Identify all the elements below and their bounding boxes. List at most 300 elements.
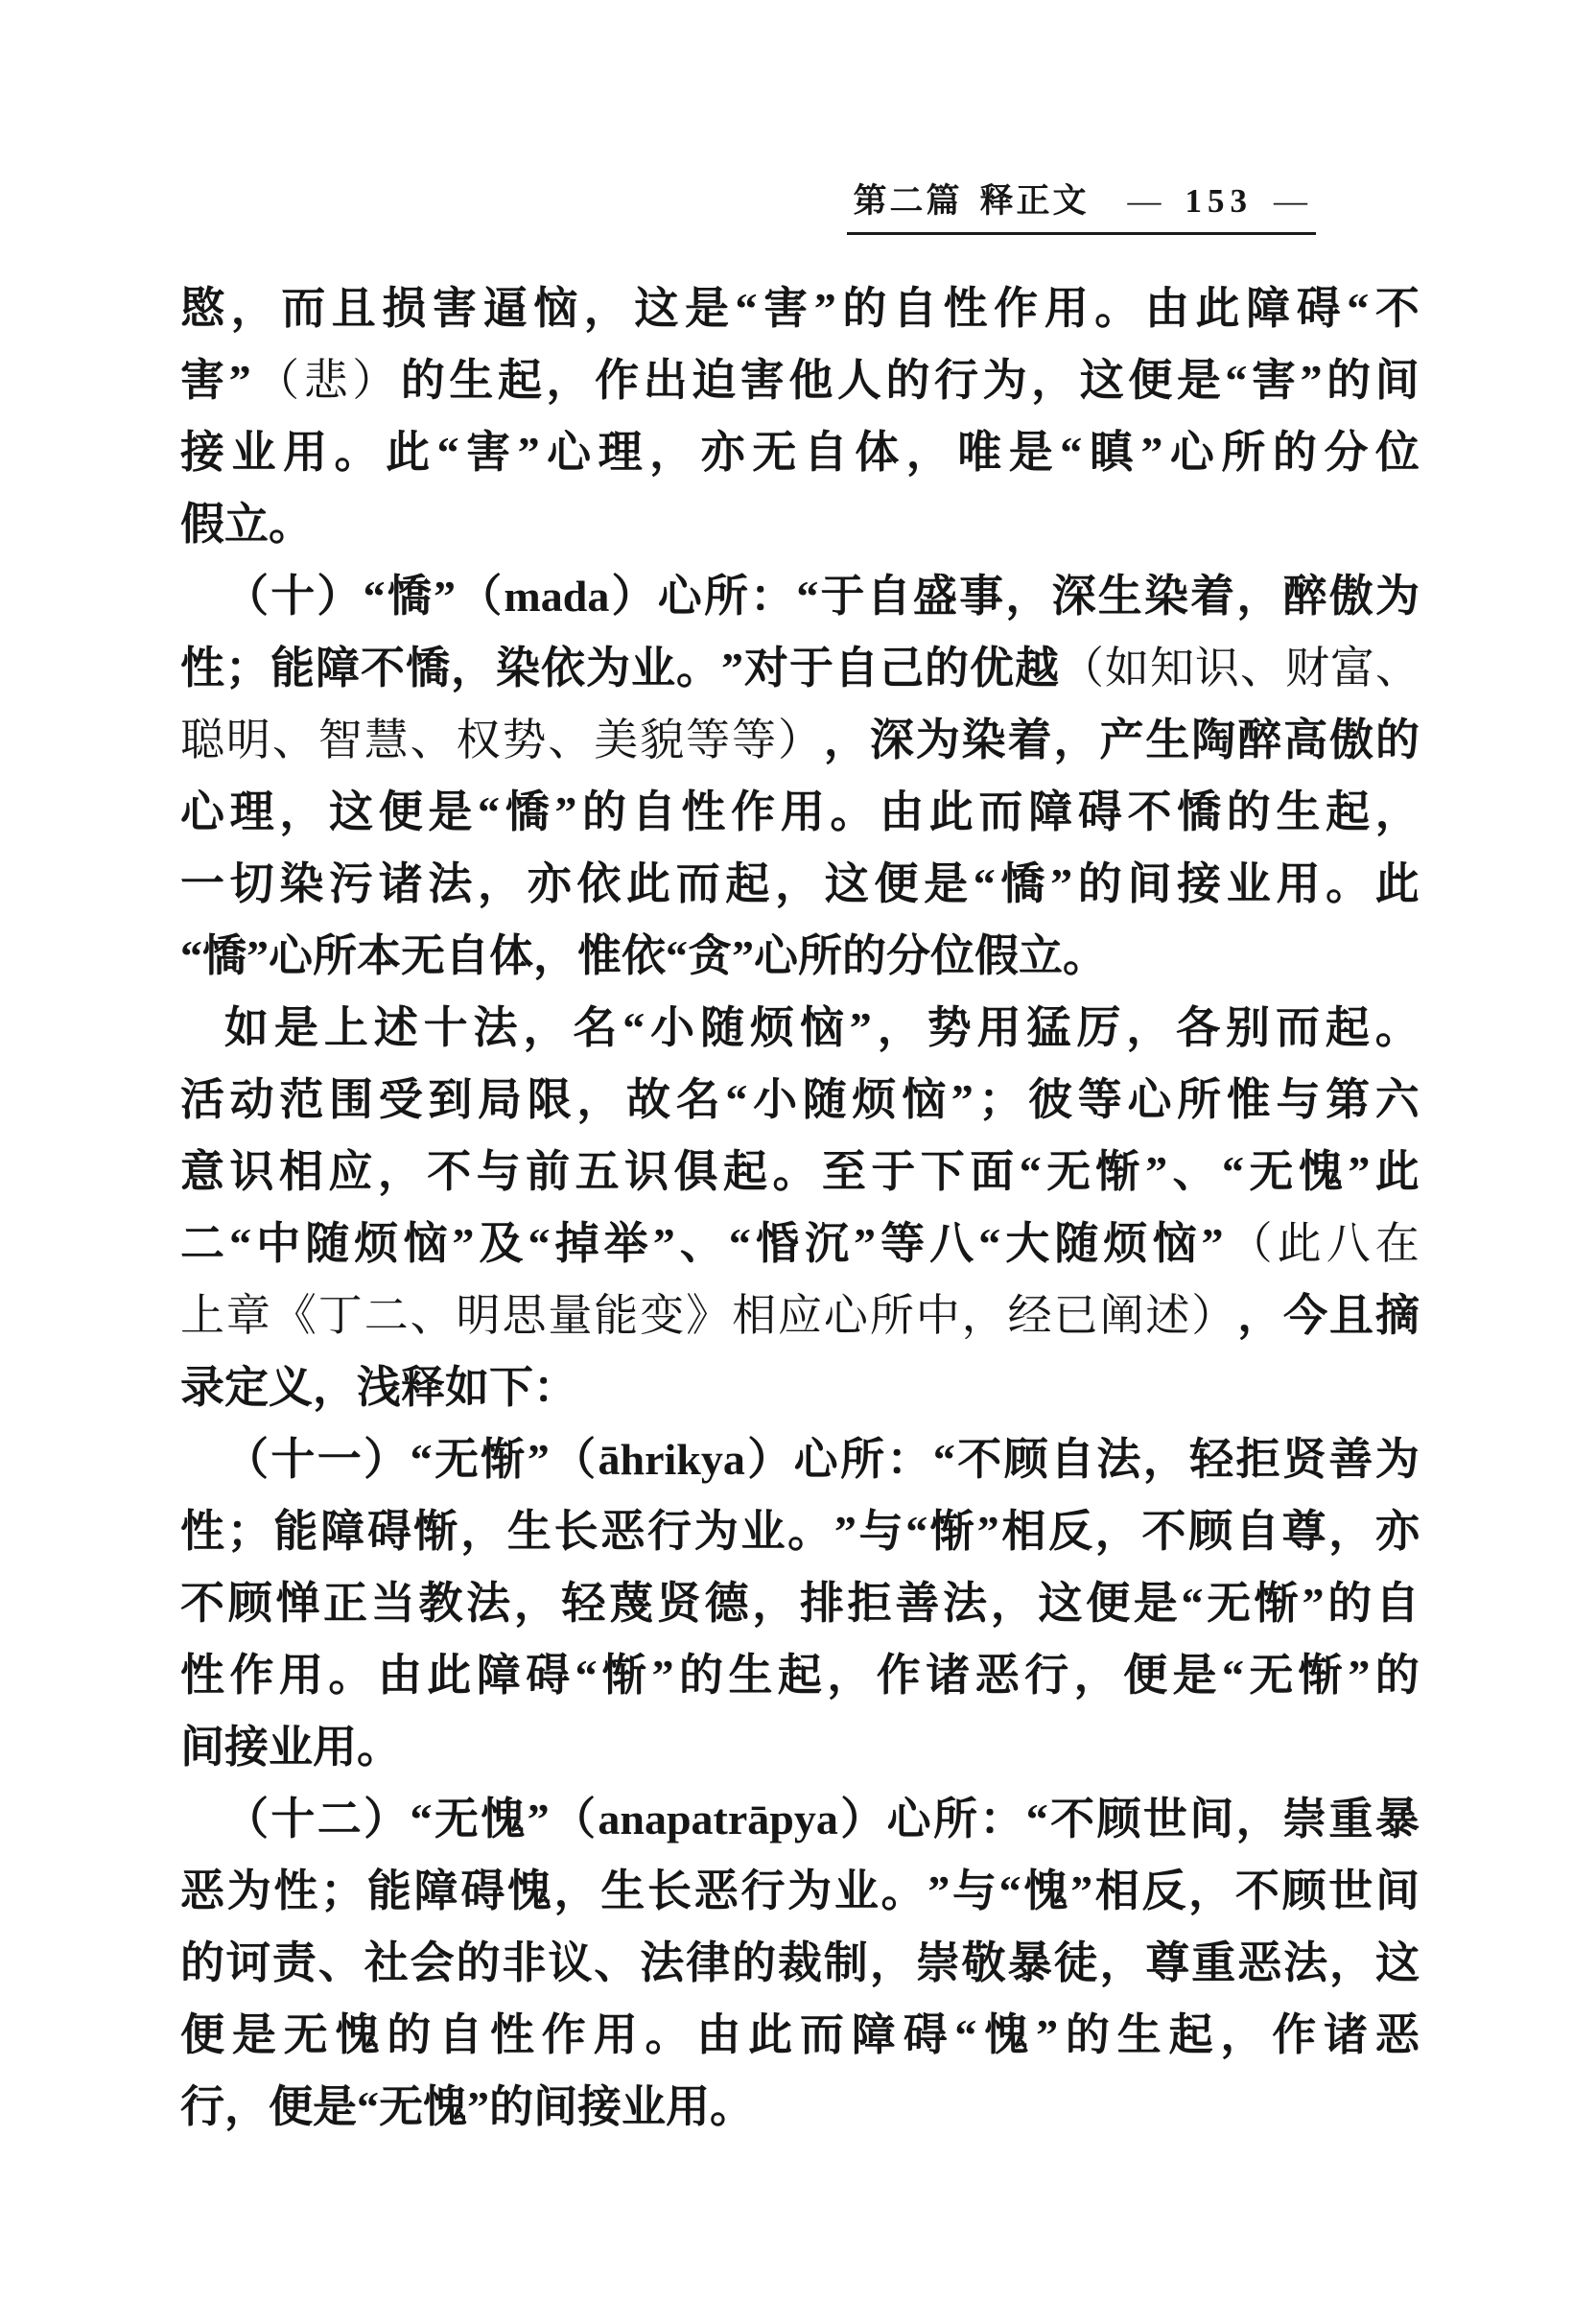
body-char: ） bbox=[364, 1795, 409, 1843]
body-char: 的 bbox=[489, 2082, 533, 2131]
body-char: 用 bbox=[666, 2082, 710, 2131]
body-char: 大 bbox=[1005, 1219, 1050, 1268]
body-char: 恼 bbox=[902, 1075, 947, 1124]
kai-annotation-char: 中 bbox=[915, 1291, 960, 1340]
body-char: 拒 bbox=[1235, 1435, 1280, 1484]
body-char: 无 bbox=[434, 1435, 479, 1484]
body-char: 。 bbox=[830, 787, 875, 836]
body-char: ， bbox=[583, 284, 628, 333]
body-char: ， bbox=[1188, 1867, 1233, 1915]
body-char: 接 bbox=[224, 1723, 269, 1772]
text-line bbox=[180, 992, 1420, 1064]
body-char: 用 bbox=[780, 787, 825, 836]
body-char: 惭 bbox=[1095, 1147, 1140, 1196]
body-char: 作 bbox=[876, 1651, 921, 1700]
body-char: 轻 bbox=[1189, 1435, 1234, 1484]
kai-annotation-char: 》 bbox=[686, 1291, 731, 1340]
body-char: 而 bbox=[978, 787, 1023, 836]
body-char: 生 bbox=[449, 356, 494, 405]
body-char: 的 bbox=[678, 1651, 723, 1700]
body-char: 且 bbox=[331, 284, 376, 333]
body-char: 。 bbox=[772, 1147, 817, 1196]
body-char: ” bbox=[854, 1219, 876, 1268]
body-char: 反 bbox=[1141, 1867, 1186, 1915]
body-char: ， bbox=[478, 859, 523, 908]
body-char: 分 bbox=[886, 931, 930, 980]
body-char: 是 bbox=[1008, 428, 1053, 477]
body-char: 越 bbox=[1015, 644, 1059, 693]
body-char: 出 bbox=[643, 356, 688, 405]
body-char: 恼 bbox=[403, 1219, 448, 1268]
body-char: “ bbox=[1025, 1795, 1048, 1843]
body-char: 愧 bbox=[335, 2010, 380, 2059]
body-char: 用 bbox=[278, 1651, 323, 1700]
kai-annotation-char: 、 bbox=[548, 716, 593, 764]
body-char: 所 bbox=[703, 572, 748, 621]
body-char: 、 bbox=[679, 1219, 724, 1268]
body-char: 本 bbox=[357, 931, 401, 980]
body-char: 与 bbox=[476, 1147, 521, 1196]
body-char: 的 bbox=[400, 356, 445, 405]
body-char: 用 bbox=[313, 1723, 357, 1772]
body-char: （ bbox=[224, 572, 269, 621]
body-char: 举 bbox=[603, 1219, 648, 1268]
body-char: 性 bbox=[273, 1867, 318, 1915]
body-char: ” bbox=[813, 284, 836, 333]
body-char: 相 bbox=[278, 1147, 323, 1196]
body-char: ” bbox=[721, 644, 743, 693]
body-char: 障 bbox=[413, 1867, 458, 1915]
body-char: 法 bbox=[1096, 1435, 1141, 1484]
kai-annotation-char: 述 bbox=[1145, 1291, 1190, 1340]
body-char: 一 bbox=[317, 1435, 362, 1484]
running-head-page bbox=[1128, 182, 1311, 221]
body-char: 述 bbox=[373, 1003, 418, 1052]
body-char: 蔑 bbox=[609, 1579, 654, 1628]
body-char: 惟 bbox=[1226, 1075, 1271, 1124]
body-char: 体 bbox=[855, 428, 900, 477]
body-char: 不 bbox=[1127, 787, 1172, 836]
body-char: 亦 bbox=[527, 859, 572, 908]
text-line bbox=[180, 1423, 1420, 1495]
body-char: 今 bbox=[1283, 1291, 1328, 1340]
body-char: ， bbox=[523, 1003, 568, 1052]
body-char: 无 bbox=[1249, 1651, 1294, 1700]
body-char: ， bbox=[377, 1147, 422, 1196]
body-char: 间 bbox=[1127, 859, 1172, 908]
body-char: 是 bbox=[924, 859, 969, 908]
body-char: 逼 bbox=[482, 284, 528, 333]
body-char: 法 bbox=[428, 859, 473, 908]
body-char: 无 bbox=[752, 428, 797, 477]
body-char: 的 bbox=[1065, 2010, 1110, 2059]
kai-annotation-char: 聪 bbox=[180, 716, 224, 764]
body-char: 起 bbox=[1325, 1003, 1370, 1052]
body-char: 自 bbox=[834, 644, 879, 693]
body-char: 。 bbox=[328, 1651, 373, 1700]
body-char: 便 bbox=[874, 859, 919, 908]
text-line bbox=[180, 920, 1420, 992]
kai-annotation-char: 权 bbox=[456, 716, 501, 764]
kai-annotation-char: 应 bbox=[777, 1291, 822, 1340]
body-char: 法 bbox=[640, 1938, 685, 1987]
body-char: 顾 bbox=[1188, 1507, 1233, 1556]
body-char: 这 bbox=[634, 284, 679, 333]
body-char: 性 bbox=[489, 2010, 534, 2059]
body-char: 深 bbox=[869, 716, 914, 764]
body-char: ； bbox=[226, 1507, 271, 1556]
body-char: 由 bbox=[377, 1651, 422, 1700]
body-char: 害 bbox=[180, 356, 224, 405]
body-char: 善 bbox=[895, 1579, 940, 1628]
body-char: 此 bbox=[427, 1651, 472, 1700]
body-char: 至 bbox=[821, 1147, 866, 1196]
body-char: 这 bbox=[824, 859, 869, 908]
kai-annotation-char: 明 bbox=[456, 1291, 501, 1340]
body-char: 、 bbox=[594, 1938, 639, 1987]
body-char: 。 bbox=[334, 428, 379, 477]
body-char: 尊 bbox=[1145, 1938, 1190, 1987]
body-char: 这 bbox=[329, 787, 374, 836]
body-char: anapatrāpya bbox=[598, 1795, 838, 1843]
body-char: 恶 bbox=[974, 1651, 1020, 1700]
body-char: 业 bbox=[622, 2082, 666, 2131]
body-char: “ bbox=[410, 1435, 433, 1484]
body-char: 用 bbox=[283, 428, 328, 477]
body-char: 自 bbox=[1050, 1435, 1095, 1484]
kai-annotation-char: 识 bbox=[1195, 644, 1239, 693]
body-char: 起 bbox=[497, 356, 542, 405]
body-char: 起 bbox=[1168, 2010, 1213, 2059]
body-char: “ bbox=[622, 1003, 645, 1052]
body-char: ， bbox=[775, 859, 820, 908]
body-char: 敬 bbox=[961, 1938, 1006, 1987]
body-char: 、 bbox=[1172, 1147, 1217, 1196]
text-line bbox=[180, 1064, 1420, 1136]
body-char: ， bbox=[877, 1003, 922, 1052]
body-char: 范 bbox=[279, 1075, 324, 1124]
body-char: 随 bbox=[802, 1075, 847, 1124]
body-char: “ bbox=[410, 1795, 433, 1843]
body-char: 与 bbox=[858, 1507, 904, 1556]
body-char: ： bbox=[979, 1795, 1024, 1843]
body-char: 性 bbox=[943, 284, 988, 333]
body-char: 便 bbox=[1128, 356, 1173, 405]
kai-annotation-char: 、 bbox=[1240, 644, 1284, 693]
body-char: 着 bbox=[1190, 572, 1235, 621]
body-char: 心 bbox=[754, 931, 798, 980]
page-number-dash-left: — bbox=[1127, 182, 1164, 220]
body-char: 的 bbox=[180, 1938, 224, 1987]
body-char: 为 bbox=[226, 1867, 271, 1915]
body-char: 、 bbox=[317, 1938, 363, 1987]
body-char: ” bbox=[517, 428, 540, 477]
body-char: 生 bbox=[1097, 572, 1142, 621]
body-char: 依 bbox=[622, 931, 666, 980]
body-char: 自 bbox=[1374, 1579, 1420, 1628]
kai-annotation-char: 已 bbox=[1053, 1291, 1098, 1340]
body-char: 障 bbox=[320, 1507, 365, 1556]
body-char: ， bbox=[1094, 1507, 1139, 1556]
body-char: 这 bbox=[1079, 356, 1124, 405]
body-char: 憍 bbox=[505, 787, 550, 836]
body-char: “ bbox=[357, 2082, 379, 2131]
body-char: 醉 bbox=[1282, 572, 1327, 621]
body-char: ， bbox=[1073, 1651, 1118, 1700]
body-char: 六 bbox=[1374, 1075, 1420, 1124]
body-char: 生 bbox=[1145, 716, 1190, 764]
body-char: “ bbox=[180, 931, 202, 980]
body-char: 顾 bbox=[1281, 1867, 1326, 1915]
body-char: 无 bbox=[401, 931, 445, 980]
body-char: （ bbox=[224, 1795, 269, 1843]
body-char: 是 bbox=[1133, 1579, 1178, 1628]
body-char: ， bbox=[1220, 2010, 1265, 2059]
body-char: 害 bbox=[432, 284, 477, 333]
body-char: 生 bbox=[600, 1867, 645, 1915]
body-char: 。 bbox=[1326, 859, 1371, 908]
body-char: 释 bbox=[401, 1363, 445, 1412]
body-char: ， bbox=[1099, 1938, 1144, 1987]
body-char: 是 bbox=[1176, 356, 1221, 405]
kai-annotation-char: 上 bbox=[180, 1291, 224, 1340]
kai-annotation-char: ， bbox=[961, 1291, 1006, 1340]
body-char: 烦 bbox=[1103, 1219, 1148, 1268]
body-char: 随 bbox=[700, 1003, 745, 1052]
kai-annotation-char: 、 bbox=[271, 716, 317, 764]
body-char: 生 bbox=[1276, 787, 1321, 836]
body-char: 恶 bbox=[600, 1507, 645, 1556]
body-char: ； bbox=[978, 1075, 1023, 1124]
body-char: ” bbox=[651, 1651, 674, 1700]
body-char: 重 bbox=[1328, 1795, 1373, 1843]
body-char: ， bbox=[649, 428, 694, 477]
body-char: 而 bbox=[281, 284, 326, 333]
body-char: ： bbox=[886, 1435, 931, 1484]
body-char: 诸 bbox=[926, 1651, 971, 1700]
page-number: 153 bbox=[1185, 182, 1253, 220]
body-char: 面 bbox=[970, 1147, 1015, 1196]
body-char: 行 bbox=[647, 1507, 692, 1556]
body-char: 二 bbox=[180, 1219, 224, 1268]
body-char: 的 bbox=[1327, 1579, 1373, 1628]
body-char: 不 bbox=[1141, 1507, 1186, 1556]
body-char: 碍 bbox=[460, 1867, 505, 1915]
body-char: 的 bbox=[1226, 787, 1271, 836]
body-char: 的 bbox=[1374, 1651, 1420, 1700]
kai-annotation-char: 悲 bbox=[303, 356, 348, 405]
body-char: “ bbox=[528, 1219, 551, 1268]
body-char: 自 bbox=[892, 284, 937, 333]
body-char: 浅 bbox=[357, 1363, 401, 1412]
body-char: 诃 bbox=[225, 1938, 270, 1987]
body-char: ， bbox=[990, 1579, 1035, 1628]
body-char: 此 bbox=[748, 2010, 793, 2059]
body-char: “ bbox=[1060, 428, 1083, 477]
body-char: 高 bbox=[1283, 716, 1328, 764]
body-char: 。 bbox=[710, 2082, 754, 2131]
body-char: 接 bbox=[1177, 859, 1222, 908]
body-char: 局 bbox=[478, 1075, 523, 1124]
body-char: 无 bbox=[1046, 1147, 1091, 1196]
body-char: ， bbox=[1236, 572, 1281, 621]
kai-annotation-char: 财 bbox=[1285, 644, 1329, 693]
text-line bbox=[180, 1711, 1420, 1783]
body-char: 识 bbox=[624, 1147, 669, 1196]
body-char: 作 bbox=[541, 2010, 586, 2059]
kai-annotation-char: 貌 bbox=[640, 716, 685, 764]
body-char: 所 bbox=[1221, 428, 1266, 477]
body-char: ， bbox=[460, 1507, 505, 1556]
body-char: 惭 bbox=[1254, 1579, 1299, 1628]
body-char: 害 bbox=[466, 428, 511, 477]
body-char: “ bbox=[954, 2010, 977, 2059]
body-char: 顾 bbox=[1096, 1795, 1141, 1843]
body-char: ， bbox=[513, 1579, 558, 1628]
body-char: 无 bbox=[1249, 1147, 1294, 1196]
text-line bbox=[180, 1208, 1420, 1280]
body-char: 对 bbox=[744, 644, 788, 693]
body-char: ， bbox=[1053, 716, 1098, 764]
body-char: 瞋 bbox=[1089, 428, 1134, 477]
body-char: 为 bbox=[1374, 1435, 1420, 1484]
body-char: 世 bbox=[1328, 1867, 1373, 1915]
body-char: 应 bbox=[328, 1147, 373, 1196]
body-char: 下 bbox=[920, 1147, 965, 1196]
body-char: 的 bbox=[885, 356, 930, 405]
body-char: ” bbox=[833, 1507, 857, 1556]
body-char: “ bbox=[363, 572, 386, 621]
body-char: 与 bbox=[1276, 1075, 1321, 1124]
body-char: 随 bbox=[1054, 1219, 1099, 1268]
body-char: 暴 bbox=[1007, 1938, 1052, 1987]
body-char: 性 bbox=[180, 644, 224, 693]
body-char: 业 bbox=[269, 1723, 313, 1772]
text-line bbox=[180, 1495, 1420, 1567]
body-char: 是 bbox=[273, 1003, 318, 1052]
body-char: ” bbox=[1145, 1147, 1168, 1196]
body-char: 生 bbox=[506, 1507, 552, 1556]
body-char: ” bbox=[1140, 428, 1163, 477]
body-char: 依 bbox=[541, 644, 585, 693]
text-line bbox=[180, 488, 1420, 560]
body-char: 障 bbox=[316, 644, 360, 693]
body-char: ， bbox=[553, 1867, 598, 1915]
body-char: ， bbox=[869, 1938, 914, 1987]
body-char: 惭 bbox=[602, 1651, 647, 1700]
body-char: 相 bbox=[1001, 1507, 1046, 1556]
body-char: “ bbox=[978, 1219, 1001, 1268]
body-char: 动 bbox=[229, 1075, 274, 1124]
body-char: 憍 bbox=[1000, 859, 1045, 908]
body-char: 自 bbox=[803, 428, 848, 477]
body-char: 于 bbox=[789, 644, 833, 693]
body-char: 的 bbox=[1374, 716, 1420, 764]
body-char: 识 bbox=[229, 1147, 274, 1196]
body-char: 能 bbox=[270, 644, 315, 693]
body-char: 是 bbox=[313, 2082, 357, 2131]
body-char: ” bbox=[1201, 1219, 1224, 1268]
body-char: 不 bbox=[427, 1147, 472, 1196]
body-char: 用 bbox=[1044, 284, 1089, 333]
body-char: ， bbox=[1237, 1291, 1282, 1340]
body-char: 便 bbox=[378, 787, 423, 836]
kai-annotation-char: 变 bbox=[640, 1291, 685, 1340]
body-char: 烦 bbox=[852, 1075, 897, 1124]
body-char: 恼 bbox=[799, 1003, 844, 1052]
body-char: “ bbox=[436, 428, 459, 477]
body-char: ： bbox=[533, 1363, 577, 1412]
body-char: ， bbox=[533, 931, 577, 980]
body-char: 诸 bbox=[1324, 2010, 1369, 2059]
body-char: 十 bbox=[270, 1795, 316, 1843]
body-char: 由 bbox=[696, 2010, 741, 2059]
body-text bbox=[180, 272, 1420, 2143]
body-char: 立 bbox=[1019, 931, 1063, 980]
body-char: 别 bbox=[1226, 1003, 1271, 1052]
body-char: 中 bbox=[256, 1219, 301, 1268]
body-char: 便 bbox=[269, 2082, 313, 2131]
body-char: 责 bbox=[271, 1938, 317, 1987]
body-char: 不 bbox=[1234, 1867, 1279, 1915]
body-char: ” bbox=[927, 1867, 951, 1915]
body-char: 录 bbox=[180, 1363, 224, 1412]
body-char: ， bbox=[313, 1363, 357, 1412]
body-char: 为 bbox=[693, 1507, 739, 1556]
body-char: ， bbox=[1235, 1795, 1280, 1843]
body-char: 摘 bbox=[1374, 1291, 1420, 1340]
body-char: “ bbox=[998, 1867, 1021, 1915]
body-char: 业 bbox=[740, 1507, 786, 1556]
body-char: ； bbox=[320, 1867, 365, 1915]
body-char: 愍 bbox=[180, 284, 224, 333]
body-char: mada bbox=[504, 572, 610, 621]
body-char: 障 bbox=[851, 2010, 896, 2059]
body-char: 如 bbox=[445, 1363, 489, 1412]
text-line bbox=[180, 344, 1420, 416]
body-char: 障 bbox=[476, 1651, 521, 1700]
body-char: 自 bbox=[438, 2010, 483, 2059]
body-char: ， bbox=[1126, 1003, 1171, 1052]
body-char: ， bbox=[1329, 1938, 1374, 1987]
text-line bbox=[180, 1639, 1420, 1711]
body-char: 所 bbox=[313, 931, 357, 980]
kai-annotation-char: 阐 bbox=[1099, 1291, 1144, 1340]
body-char: ” bbox=[1300, 356, 1323, 405]
body-char: 惛 bbox=[755, 1219, 800, 1268]
body-char: 与 bbox=[951, 1867, 997, 1915]
body-char: 染 bbox=[496, 644, 540, 693]
body-char: 恼 bbox=[533, 284, 578, 333]
body-char: 假 bbox=[180, 500, 224, 549]
body-char: 而 bbox=[675, 859, 720, 908]
body-char: 。 bbox=[1063, 931, 1107, 980]
body-char: 恶 bbox=[1237, 1938, 1282, 1987]
body-char: ， bbox=[1328, 1507, 1373, 1556]
body-char: 诸 bbox=[378, 859, 423, 908]
body-char: āhrikya bbox=[598, 1435, 745, 1484]
body-char: 唯 bbox=[957, 428, 1002, 477]
body-char: 愧 bbox=[506, 1867, 552, 1915]
body-char: 重 bbox=[1191, 1938, 1236, 1987]
body-char: 优 bbox=[970, 644, 1014, 693]
body-char: “ bbox=[229, 1219, 252, 1268]
body-char: 愧 bbox=[481, 1795, 526, 1843]
body-char: 惭 bbox=[1298, 1651, 1343, 1700]
body-char: 愧 bbox=[984, 2010, 1029, 2059]
body-char: “ bbox=[1347, 284, 1370, 333]
body-char: 不 bbox=[180, 1579, 224, 1628]
